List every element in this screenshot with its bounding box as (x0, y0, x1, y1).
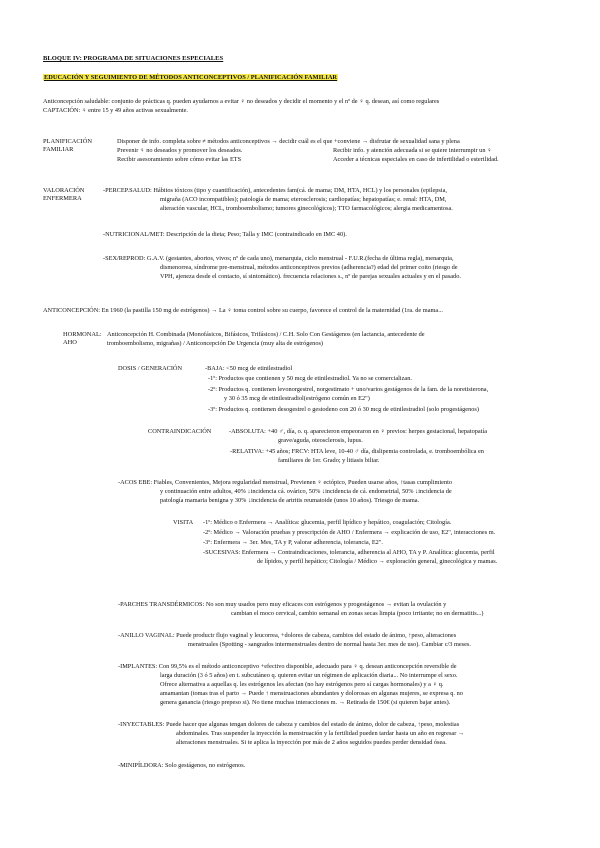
generacion-2a: -2º: Productos q. contienen levonorgestrel, norgestimato + uno/varios gestágenos de la fam. de la noretisterona, (208, 386, 489, 393)
section-title-highlight: EDUCACIÓN Y SEGUIMIENTO DE MÉTODOS ANTICONCEPTIVOS / PLANIFICACIÓN FAMILIAR (44, 74, 338, 81)
anillo-line-1: -ANILLO VAGINAL: Puede producir flujo vaginal y leucorrea, +dolores de cabeza, cambios del estado de ánimo, ↑peso, alteraciones (118, 632, 457, 639)
contraindicacion-label: CONTRAINDICACIÓN (148, 428, 212, 435)
sucesivas-line-2: de lípidos, y perfil hepático; Citología / Médico → exploración general, ginecológica y mamas. (257, 558, 498, 565)
intro-line-2: CAPTACIÓN: ♀ entre 15 y 49 años activas sexualmente. (43, 107, 188, 114)
anillo-line-2: menstruales (Spotting - sangrados intermenstruales dentro de normal hasta 3er. mes de uso). Cambiar c/3 meses. (188, 641, 471, 648)
minipildora-line: -MINIPÍLDORA: Solo gestágenos, no estrógenos. (118, 762, 246, 769)
percepcion-salud-line-2: migraña (ACO incompatibles); patología de mama; eterosclerosis; cardiopatías; hepatopatías; e. renal: HTA, DM, (160, 196, 447, 203)
planificacion-line-3a: Recibir asesoramiento sobre cómo evitar las ETS (117, 156, 242, 163)
percepcion-salud-line-3: alteración vascular, HCL, tromboembolismo; tumores ginecológicos); TTO farmacológicos; alergia medicamentosa. (160, 205, 453, 212)
intro-line-1: Anticoncepción saludable: conjunto de prácticas q. pueden ayudarnos a evitar ♀ no deseados y decidir el momento y el nº de ♀ q. desean, así como regulares (43, 98, 440, 105)
hormonal-label-1: HORMONAL: (63, 331, 102, 338)
relativa-line-1: -RELATIVA: +45 años; FRCV: HTA leve, 10-40 ♂ día, dislipemia controlada, e. tromboembólica en (230, 448, 484, 455)
nutricional-line: -NUTRICIONAL/MET: Descripción de la dieta; Peso; Talla y IMC (contraindicado en IMC 40). (103, 231, 347, 238)
implantes-line-3: Ofrece alternativa a aquellas q. les estrógenos les afectan (no hay estrógenos pero sí cargas hormonales) y a ♀ q. (160, 681, 444, 688)
sucesivas-line-1: -SUCESIVAS: Enfermera → Contraindicaciones, tolerancia, adherencia al AHO, TA y P. Analítica: glucemia, perfil (203, 549, 495, 556)
implantes-line-4: amamantan (tomas tras el parto → Puede ↑ menstruaciones abundantes y dolorosas en algunas mujeres, se expresa q. no (160, 690, 463, 697)
implantes-line-2: larga duración (3 ó 5 años) en t. subcutáneo q. quieren evitar un régimen de aplicación diaria... No interrumpe el sexo. (160, 672, 458, 679)
planificacion-line-3b: Acceder a técnicas especiales en caso de infertilidad o esterilidad. (333, 156, 499, 163)
dosis-baja: -BAJA: <50 mcg de etinilestradiol (205, 365, 293, 372)
inyectables-line-1: -INYECTABLES: Puede hacer que algunas tengan dolores de cabeza y cambios del estado de ánimo, dolor de cabeza, ↑peso, molestias (118, 721, 460, 728)
planificacion-line-1: Disponer de info. completa sobre ≠ métodos anticonceptivos → decidir cuál es el que +conviene → disfrutar de sexualidad sana y plena (117, 138, 460, 145)
absoluta-line-2: grave/aguda, oteosclerosis, lupus. (278, 437, 363, 444)
absoluta-line-1: -ABSOLUTA: +40 ♂, día, o. q. aparecieron empeoraron en ♀ previos: herpes gestacional, hepatopatía (229, 428, 487, 435)
planificacion-label-1: PLANIFICACIÓN (43, 138, 92, 145)
hormonal-line-2: tromboembolismo, migrañas) / Anticoncepción De Urgencia (muy alta de estrógenos) (107, 340, 324, 347)
visita-1: -1º: Médico o Enfermera → Analítica: glucemia, perfil lipídico y hepático, coagulación; Citología. (203, 519, 452, 526)
percepcion-salud-line-1: -PERCEP.SALUD: Hábitos tóxicos (tipo y cuantificación), antecedentes fam(cá. de mama; DM, HTA, HCL) y los personales (epilepsia, (103, 187, 447, 194)
parches-line-1: -PARCHES TRANSDÉRMICOS: No son muy usados pero muy eficaces con estrógenos y progestágenos → evitan la ovulación y (118, 601, 447, 608)
acos-line-3: patología mamaria benigna y 30% ↓incidencia de artritis reumatoide (unos 10 años). Triesgo de mama. (160, 497, 420, 504)
implantes-line-5: genera ganancia (riesgo prepeso si). No tiene muchas interacciones m. → Retirada de 150€ (si quieren bajar antes). (160, 699, 451, 706)
planificacion-line-2b: Recibir info. y atención adecuada si se quiere interrumpir un ♀ (333, 147, 492, 154)
section-title (43, 74, 338, 82)
visita-label: VISITA (173, 519, 194, 526)
planificacion-label-2: FAMILIAR (43, 146, 74, 153)
planificacion-line-2a: Prevenir ♀ no deseados y promover los deseados. (117, 147, 243, 154)
visita-3: -3º: Enfermera → 3er. Mes, TA y P, valorar adherencia, tolerancia, E2". (203, 539, 383, 546)
generacion-2b: y 30 ó 35 mcg de etinilestradiol(estrógeno común en E2") (224, 395, 370, 402)
acos-line-1: -ACOS EBE: Fiables, Convenientes, Mejora regularidad menstrual, Previenen ♀ ectópico, Pueden usarse años, ↑tasas cumplimiento (118, 479, 453, 486)
relativa-line-2: familiares de 1er. Grado; y litiasis biliar. (278, 457, 380, 464)
sexualidad-line-1: -SEX/REPROD: G.A.V. (gestantes, abortos, vivos; nº de cada uno), menarquia, ciclo menstrual - F.U.R.(fecha de última regla), menarquia, (103, 255, 454, 262)
valoracion-label-1: VALORACIÓN (43, 187, 85, 194)
acos-line-2: y continuación entre adultos, 40% ↓incidencia cá. ovárico, 50% ↓incidencia de cá. endometrial, 50% ↓incidencia de (160, 488, 452, 495)
hormonal-label-2: AHO (63, 339, 77, 346)
sexualidad-line-3: VPH, ajeneza desde el contacto, sí sintomático). frecuencia relaciones s., nº de parejas sexuales actuales y en el pasado. (160, 273, 461, 280)
visita-2: -2º: Médico → Valoración pruebas y prescripción de AHO / Enfermera → explicación de uso, E2", interacciones m. (203, 529, 496, 536)
inyectables-line-2: abdominales. Tras suspender la inyección la menstruación y la fertilidad pueden tardar hasta un año en regresar → (176, 730, 465, 737)
hormonal-line-1: Anticoncepción H. Combinada (Monofásicos, Bifásicos, Trifásicos) / C.H. Solo Con Gestágenos (en lactancia, antecedente de (107, 331, 425, 338)
generacion-1: -1º: Productos que contienen y 50 mcg de etinilestradiol. Ya no se comercializan. (208, 375, 412, 382)
inyectables-line-3: alteraciones menstruales. Si te aplica la inyección por más de 2 años seguidos puedes perder densidad ósea. (176, 739, 447, 746)
block-title: BLOQUE IV: PROGRAMA DE SITUACIONES ESPECIALES (43, 55, 224, 62)
parches-line-2: cambian el moco cervical, cambio semanal en zonas secas limpia (poco irritante; no en dermatitis...) (231, 610, 484, 617)
sexualidad-line-2: dismenorrea, síndrome pre-menstrual, métodos anticonceptivos previos (adherencia?) edad del primer coito (riesgo de (160, 264, 458, 271)
implantes-line-1: -IMPLANTES: Con 99,5% es el método anticonceptivo +efectivo disponible, adecuado para ♀ q. desean anticoncepción reversible de (118, 663, 457, 670)
valoracion-label-2: ENFERMERA (43, 195, 82, 202)
anticoncepcion-line: ANTICONCEPCIÓN: En 1960 (la pastilla 150 mg de estrógenos) → La ♀ toma control sobre su cuerpo, favorece el control de la maternidad (1ra. de mama... (43, 307, 443, 314)
generacion-3: -3º: Productos q. contienen desogestrel o gestodeno con 20 ó 30 mcg de etinilestradiol (solo progestágenos) (208, 406, 479, 413)
dosis-label: DOSIS / GENERACIÓN (118, 365, 183, 372)
